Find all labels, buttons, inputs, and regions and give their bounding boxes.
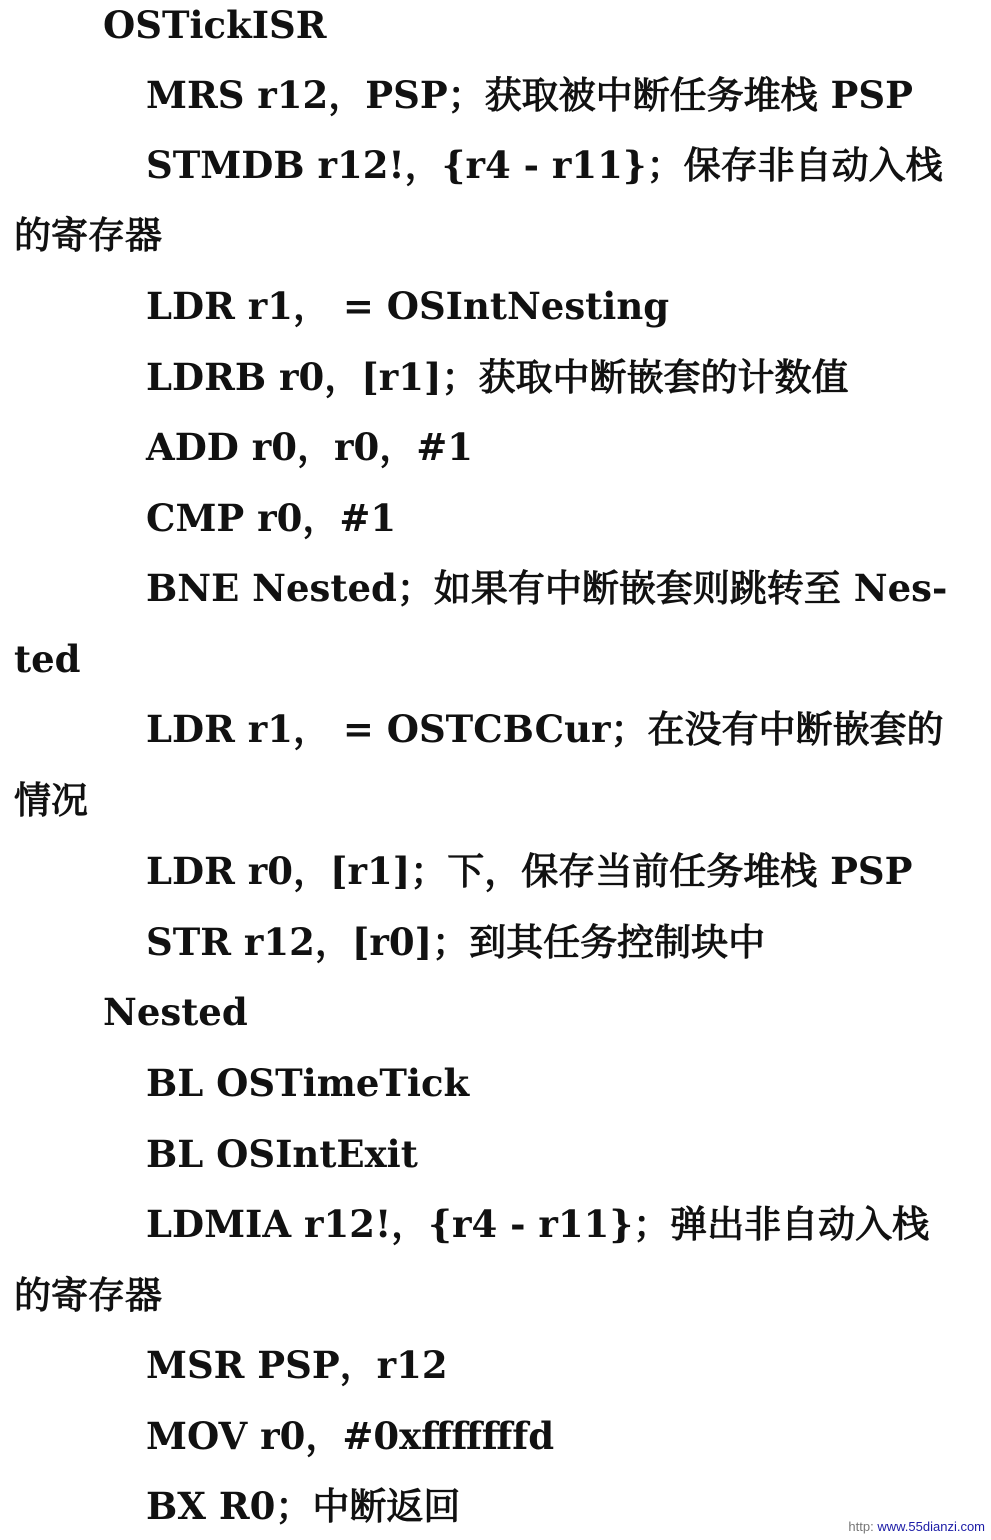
code-line-cmp: CMP r0，#1 [146,496,397,540]
label-ostickisr: OSTickISR [103,3,327,47]
code-line-ldrb: LDRB r0，[r1]；获取中断嵌套的计数值 [146,355,849,399]
code-line-continuation: 情况 [14,778,88,822]
watermark-prefix: http: [848,1519,874,1534]
code-line-stmdb: STMDB r12!，{r4 - r11}；保存非自动入栈 [146,143,943,187]
label-nested: Nested [103,990,248,1034]
watermark-site: www.55dianzi.com [877,1519,985,1534]
code-line-ldr-nesting: LDR r1， = OSIntNesting [146,284,670,328]
code-line-str: STR r12，[r0]；到其任务控制块中 [146,920,766,964]
code-line-bne: BNE Nested；如果有中断嵌套则跳转至 Nes- [146,566,948,610]
code-line-msr: MSR PSP，r12 [146,1343,448,1387]
code-line-ldr-tcbcur: LDR r1， = OSTCBCur；在没有中断嵌套的 [146,707,944,751]
code-line-ldmia: LDMIA r12!，{r4 - r11}；弹出非自动入栈 [146,1202,930,1246]
code-line-ldr-r0: LDR r0，[r1]；下，保存当前任务堆栈 PSP [146,849,913,893]
code-line-mov: MOV r0，#0xfffffffd [146,1414,555,1458]
code-line-mrs: MRS r12，PSP；获取被中断任务堆栈 PSP [146,73,913,117]
code-line-bl-intexit: BL OSIntExit [146,1132,418,1176]
code-line-continuation: ted [14,637,81,681]
code-line-bl-timetick: BL OSTimeTick [146,1061,470,1105]
code-line-bx: BX R0；中断返回 [146,1484,461,1528]
watermark [848,1519,985,1534]
code-line-continuation: 的寄存器 [14,213,162,257]
code-line-continuation: 的寄存器 [14,1273,162,1317]
code-line-add: ADD r0，r0，#1 [146,425,473,469]
